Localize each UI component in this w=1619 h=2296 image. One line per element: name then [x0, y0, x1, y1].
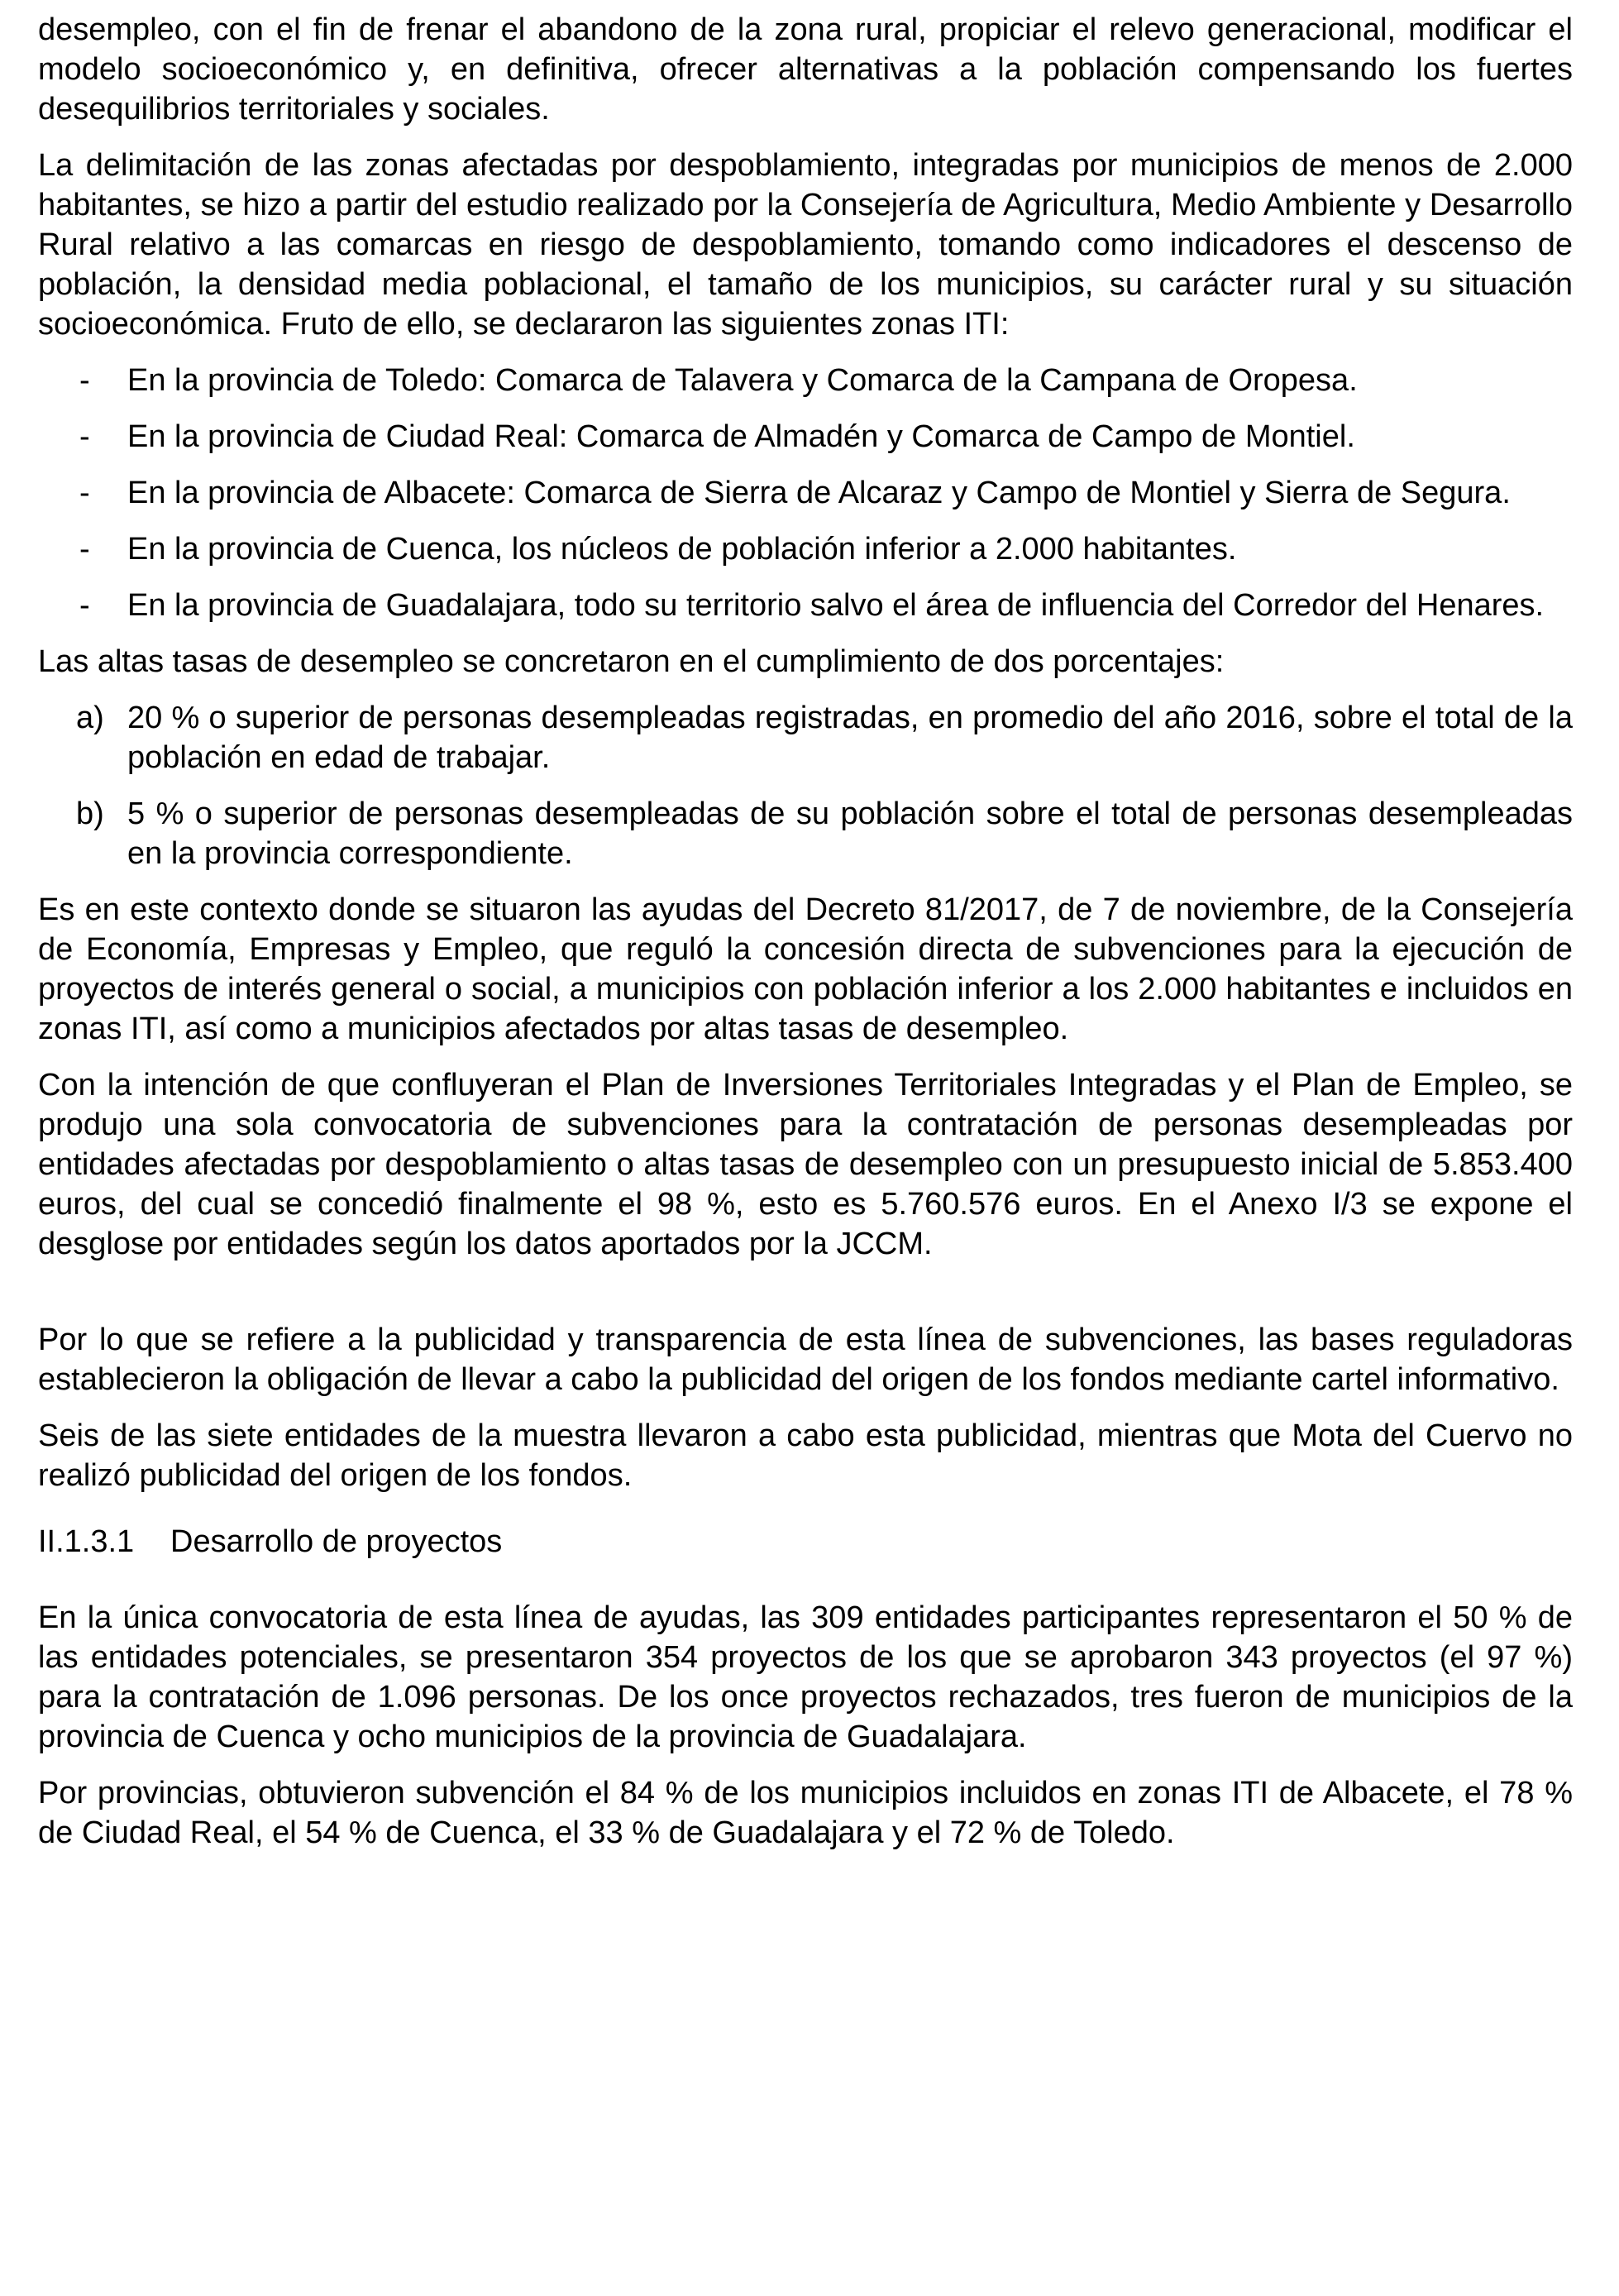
list-item: [38, 529, 1573, 569]
list-item-text: En la provincia de Toledo: Comarca de Talavera y Comarca de la Campana de Oropesa.: [127, 363, 1358, 398]
list-item: [38, 417, 1573, 457]
bullet-dash: -: [79, 476, 90, 510]
list-item-text: 5 % o superior de personas desempleadas de su población sobre el total de personas desempleadas en la provincia correspondiente.: [127, 796, 1573, 871]
list-item: [38, 473, 1573, 513]
list-item-text: En la provincia de Ciudad Real: Comarca de Almadén y Comarca de Campo de Montiel.: [127, 419, 1355, 454]
section-number: II.1.3.1: [38, 1524, 135, 1559]
paragraph-project-development: En la única convocatoria de esta línea de ayudas, las 309 entidades participantes representaron el 50 % de las entidades potenciales, se presentaron 354 proyectos de los que se aprobaron 343 proyectos (el 97 %) para la contratación de 1.096 personas. De los once proyectos rechazados, tres fueron de municipios de la provincia de Cuenca y ocho municipios de la provincia de Guadalajara.: [38, 1600, 1573, 1754]
list-item: [38, 698, 1573, 777]
list-item: [38, 794, 1573, 873]
bullet-dash: -: [79, 588, 90, 623]
bullet-dash: -: [79, 419, 90, 454]
list-letter-marker: a): [76, 701, 104, 735]
paragraph-unemployment-criteria: Las altas tasas de desempleo se concretaron en el cumplimiento de dos porcentajes:: [38, 644, 1225, 679]
bullet-dash: -: [79, 532, 90, 567]
paragraph-sample-entities: Seis de las siete entidades de la muestra llevaron a cabo esta publicidad, mientras que Mota del Cuervo no realizó publicidad del origen de los fondos.: [38, 1418, 1573, 1493]
paragraph-iti-delimitation: La delimitación de las zonas afectadas por despoblamiento, integradas por municipios de menos de 2.000 habitantes, se hizo a partir del estudio realizado por la Consejería de Agricultura, Medio Ambiente y Desarrollo Rural relativo a las comarcas en riesgo de despoblamiento, tomando como indicadores el descenso de población, la densidad media poblacional, el tamaño de los municipios, su carácter rural y su situación socioeconómica. Fruto de ello, se declararon las siguientes zonas ITI:: [38, 148, 1573, 342]
section-title: Desarrollo de proyectos: [170, 1524, 503, 1559]
paragraph-intro-continuation: desempleo, con el fin de frenar el abandono de la zona rural, propiciar el relevo generacional, modificar el modelo socioeconómico y, en definitiva, ofrecer alternativas a la población compensando los fuertes desequilibrios territoriales y sociales.: [38, 12, 1573, 127]
percentages-list: [38, 698, 1573, 873]
list-item-text: En la provincia de Albacete: Comarca de Sierra de Alcaraz y Campo de Montiel y Sierra de Segura.: [127, 476, 1511, 510]
list-item-text: En la provincia de Guadalajara, todo su territorio salvo el área de influencia del Corredor del Henares.: [127, 588, 1545, 623]
document-page: [38, 10, 1573, 1869]
list-item-text: 20 % o superior de personas desempleadas registradas, en promedio del año 2016, sobre el total de la población en edad de trabajar.: [127, 701, 1573, 775]
paragraph-publicity: Por lo que se refiere a la publicidad y transparencia de esta línea de subvenciones, las bases reguladoras establecieron la obligación de llevar a cabo la publicidad del origen de los fondos mediante cartel informativo.: [38, 1323, 1573, 1397]
list-item: [38, 361, 1573, 400]
paragraph-decree-context: Es en este contexto donde se situaron las ayudas del Decreto 81/2017, de 7 de noviembre, de la Consejería de Economía, Empresas y Empleo, que reguló la concesión directa de subvenciones para la ejecución de proyectos de interés general o social, a municipios con población inferior a los 2.000 habitantes e incluidos en zonas ITI, así como a municipios afectados por altas tasas de desempleo.: [38, 892, 1573, 1046]
list-letter-marker: b): [76, 796, 104, 831]
bullet-dash: -: [79, 363, 90, 398]
list-item: [38, 586, 1573, 625]
iti-zones-list: [38, 361, 1573, 625]
paragraph-provinces-share: Por provincias, obtuvieron subvención el 84 % de los municipios incluidos en zonas ITI de Albacete, el 78 % de Ciudad Real, el 54 % de Cuenca, el 33 % de Guadalajara y el 72 % de Toledo.: [38, 1776, 1573, 1850]
list-item-text: En la provincia de Cuenca, los núcleos de población inferior a 2.000 habitantes.: [127, 532, 1237, 567]
paragraph-single-call: Con la intención de que confluyeran el Plan de Inversiones Territoriales Integradas y el Plan de Empleo, se produjo una sola convocatoria de subvenciones para la contratación de personas desempleadas por entidades afectadas por despoblamiento o altas tasas de desempleo con un presupuesto inicial de 5.853.400 euros, del cual se concedió finalmente el 98 %, esto es 5.760.576 euros. En el Anexo I/3 se expone el desglose por entidades según los datos aportados por la JCCM.: [38, 1068, 1573, 1261]
section-heading: [38, 1522, 1573, 1562]
